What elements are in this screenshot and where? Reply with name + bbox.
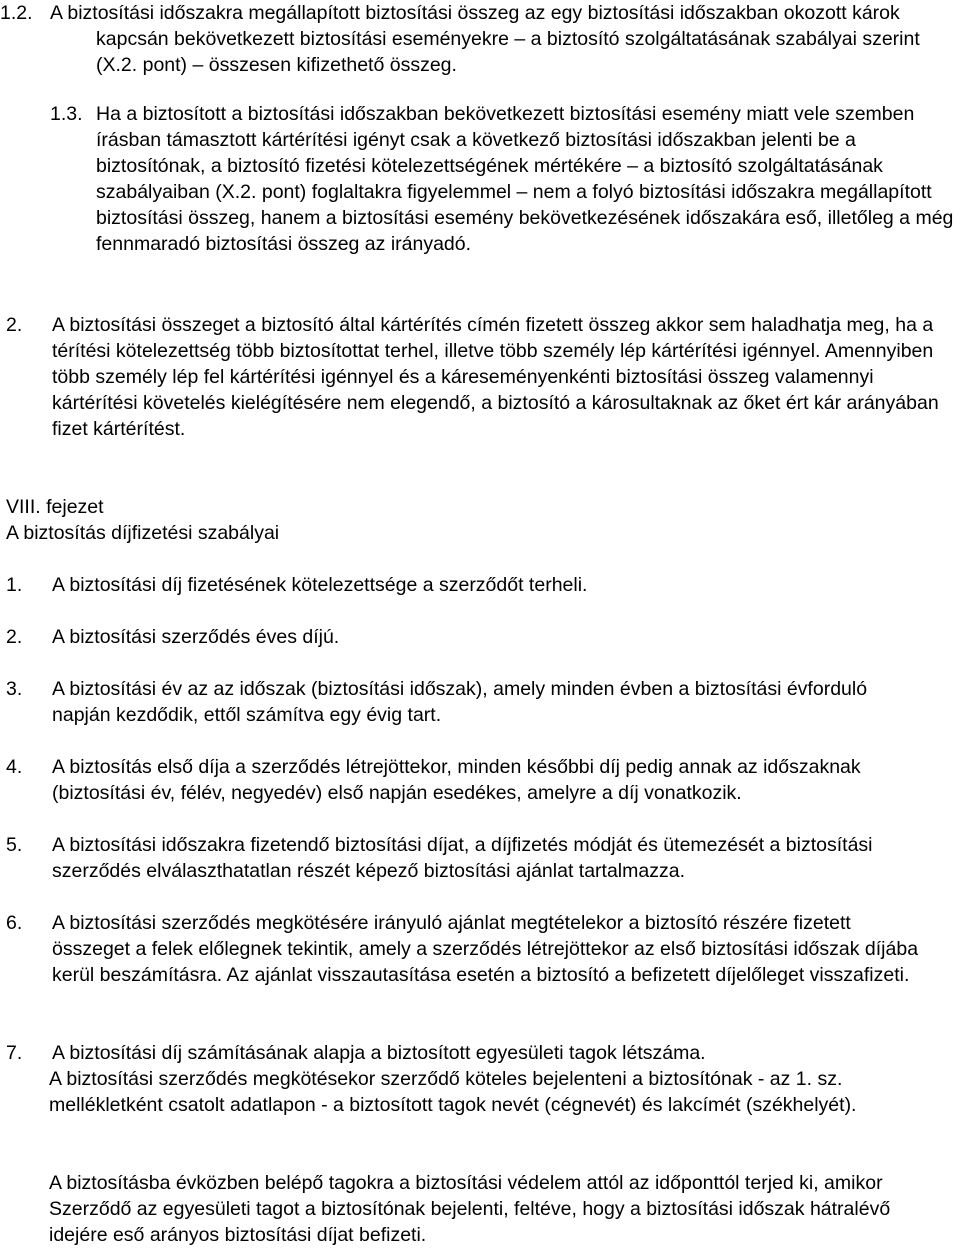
list-item: [6, 676, 912, 728]
list-item: [6, 1040, 932, 1066]
item-text: A biztosítási díj számításának alapja a biztosított egyesületi tagok létszáma.: [52, 1042, 706, 1064]
list-item: [6, 624, 942, 650]
list-item: [6, 832, 932, 884]
item-text: A biztosítási időszakra fizetendő biztosítási díjat, a díjfizetés módját és ütemezését a biztosítási szerződés elválaszthatatlan részét képező biztosítási ajánlat tartalmazza.: [52, 834, 873, 882]
item-number: 2.: [6, 626, 23, 648]
paragraph-1-3: [50, 101, 956, 257]
item-text: A biztosítási díj fizetésének kötelezettsége a szerződőt terheli.: [52, 574, 588, 596]
paragraph-text: A biztosítási időszakra megállapított biztosítási összeg az egy biztosítási időszakban okozott károk kapcsán bekövetkezett biztosítási eseményekre – a biztosító szolgáltatásának szabályai szerint (X.2. pont) – összesen kifizethető összeg.: [50, 2, 920, 76]
item-text: A biztosítási év az az időszak (biztosítási időszak), amely minden évben a biztosítási évforduló napján kezdődik, ettől számítva egy évig tart.: [52, 678, 868, 726]
chapter-number: VIII. fejezet: [6, 496, 104, 518]
list-item: [6, 754, 957, 806]
paragraph-number: 1.2.: [0, 2, 33, 24]
item-number: 3.: [6, 678, 23, 700]
paragraph-text: Ha a biztosított a biztosítási időszakban bekövetkezett biztosítási esemény miatt vele szemben írásban támasztott kártérítési igényt csak a következő biztosítási időszakban jelenti be a biztosítónak, a biztosító fizetési kötelezettségének mértékére – a biztosító szolgáltatásának szabályaiban (X.2. pont) foglaltakra figyelemmel – nem a folyó biztosítási időszakra megállapított biztosítási összeg, hanem a biztosítási esemény bekövetkezésének időszakára eső, illetőleg a még fennmaradó biztosítási összeg az irányadó.: [96, 103, 954, 255]
item-number: 6.: [6, 912, 23, 934]
paragraph-text: A biztosításba évközben belépő tagokra a biztosítási védelem attól az időponttól terjed ki, amikor Szerződő az egyesületi tagot a biztosítónak bejelenti, feltéve, hogy a biztosítási időszak hátralévő idejére eső arányos biztosítási díjat befizeti.: [49, 1172, 891, 1246]
paragraph-1-2: [0, 0, 950, 78]
list-item: [6, 572, 942, 598]
item-text: A biztosítás első díja a szerződés létrejöttekor, minden későbbi díj pedig annak az időszaknak (biztosítási év, félév, negyedév) első napján esedékes, amelyre a díj vonatkozik.: [52, 756, 861, 804]
item-number: 4.: [6, 756, 23, 778]
paragraph-7-registration: [49, 1066, 919, 1118]
item-number: 7.: [6, 1042, 23, 1064]
paragraph-2: [6, 312, 957, 442]
item-number: 1.: [6, 574, 23, 596]
item-text: A biztosítási szerződés éves díjú.: [52, 626, 340, 648]
paragraph-text: A biztosítási összeget a biztosító által kártérítés címén fizetett összeg akkor sem haladhatja meg, ha a térítési kötelezettség több biztosítottat terhel, illetve több személy lép kártérítési igénnyel. Amennyiben több személy lép fel kártérítési igénnyel és a káreseményenkénti biztosítási összeg valamennyi kártérítési követelés kielégítésére nem elegendő, a biztosító a károsultaknak az őket ért kár arányában fizet kártérítést.: [52, 314, 939, 440]
paragraph-number: 1.3.: [50, 103, 83, 125]
paragraph-text: A biztosítási szerződés megkötésekor szerződő köteles bejelenteni a biztosítónak - az 1. sz. mellékletként csatolt adatlapon - a biztosított tagok nevét (cégnevét) és lakcímét (székhelyét).: [49, 1068, 857, 1116]
chapter-title: A biztosítás díjfizetési szabályai: [6, 522, 280, 544]
item-number: 5.: [6, 834, 23, 856]
item-text: A biztosítási szerződés megkötésére irányuló ajánlat megtételekor a biztosító részére fizetett összeget a felek előlegnek tekintik, amely a szerződés létrejöttekor az első biztosítási időszak díjába kerül beszámításra. Az ajánlat visszautasítása esetén a biztosító a befizetett díjelőleget visszafizeti.: [52, 912, 919, 986]
list-item: [6, 910, 922, 988]
paragraph-number: 2.: [6, 314, 23, 336]
paragraph-7-new-members: [49, 1170, 939, 1248]
